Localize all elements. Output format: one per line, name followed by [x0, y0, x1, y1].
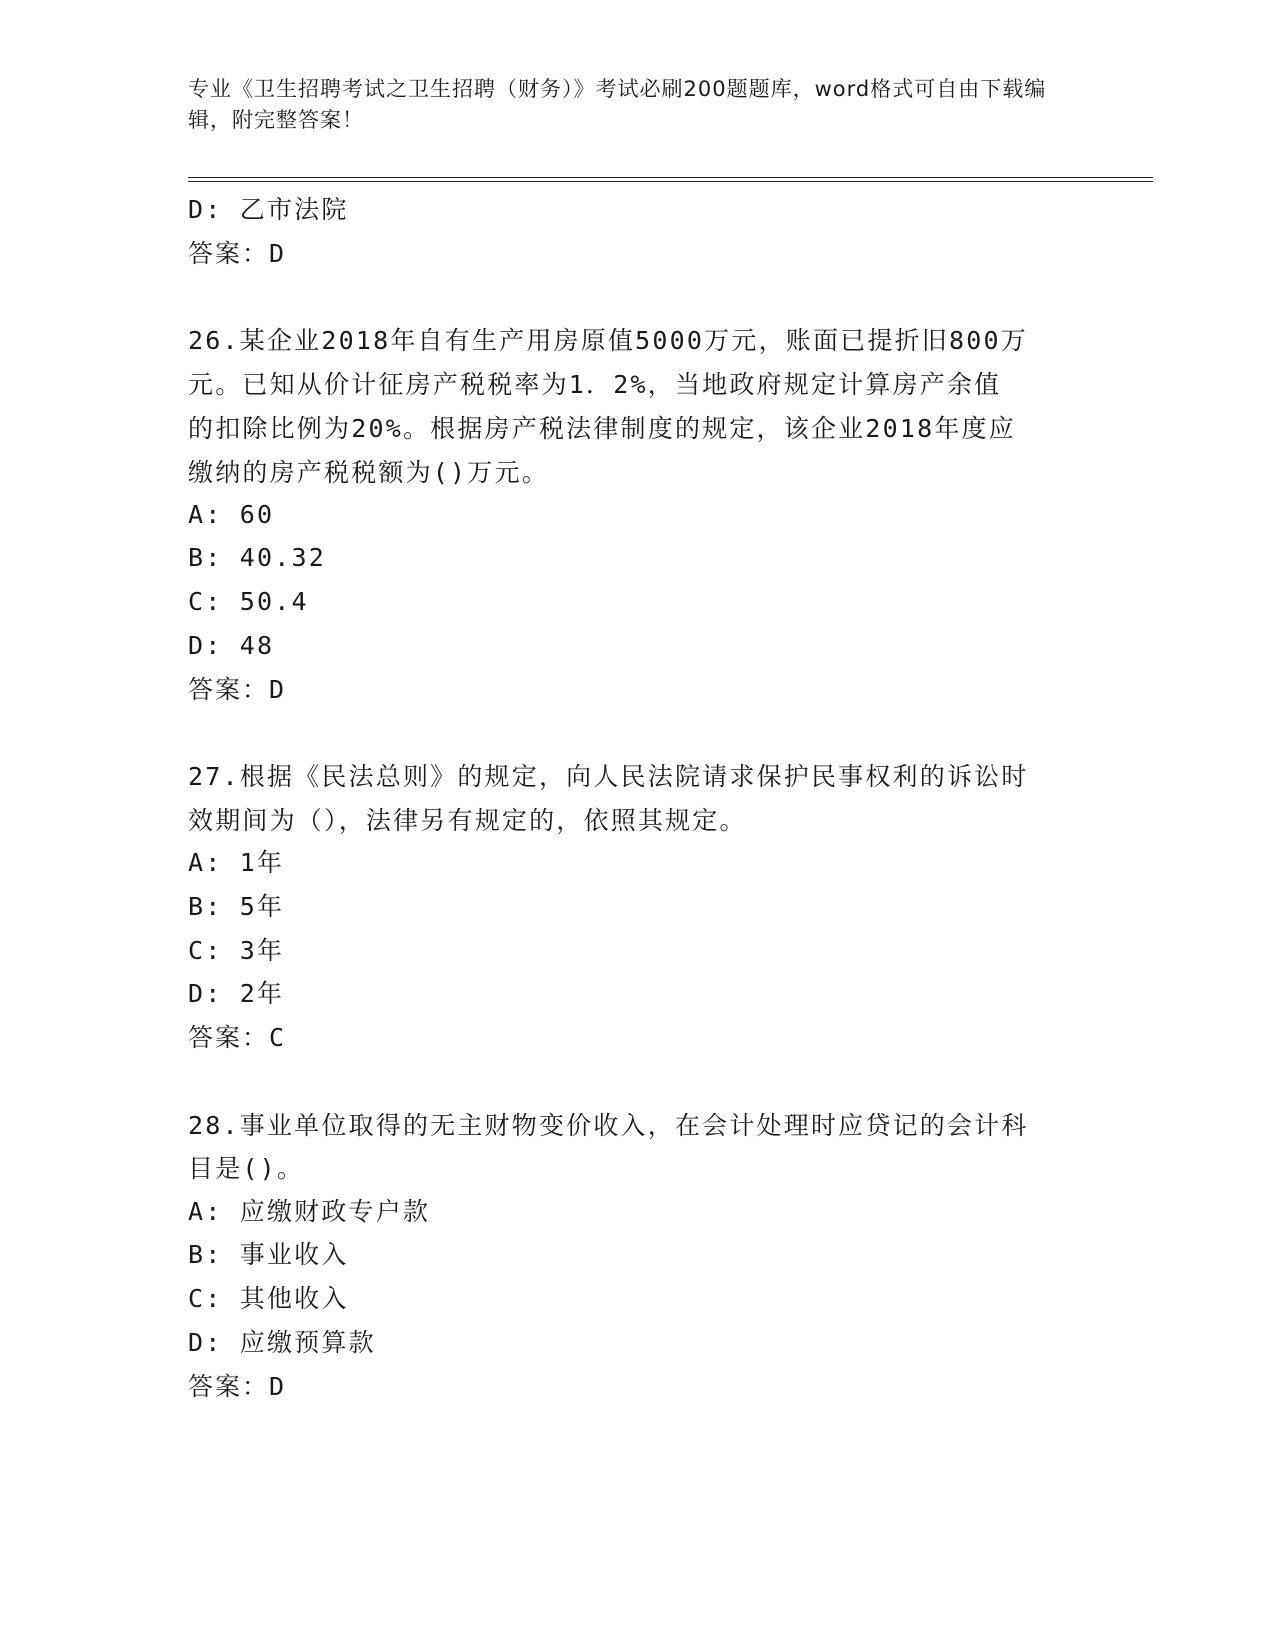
q28-stem-line-1: 28.事业单位取得的无主财物变价收入，在会计处理时应贷记的会计科 [188, 1111, 1029, 1140]
q28-option-a: A: 应缴财政专户款 [188, 1197, 431, 1226]
answer-value: D [269, 239, 287, 268]
prev-option-d: D: 乙市法院 [188, 195, 349, 224]
answer-value: D [269, 1372, 287, 1401]
q26-stem-line-4: 缴纳的房产税税额为()万元。 [188, 458, 549, 487]
q27-option-c: C: 3年 [188, 936, 285, 965]
q26-stem-line-1: 26.某企业2018年自有生产用房原值5000万元，账面已提折旧800万 [188, 326, 1028, 355]
answer-value: D [269, 675, 287, 704]
q26-stem-line-2: 元。已知从价计征房产税税率为1．2%，当地政府规定计算房产余值 [188, 370, 1002, 399]
q27-stem-line-2: 效期间为（），法律另有规定的，依照其规定。 [188, 806, 747, 835]
q27-option-b: B: 5年 [188, 892, 285, 921]
q28-option-b: B: 事业收入 [188, 1240, 349, 1269]
header-rule-bottom [188, 181, 1153, 182]
q26-option-c: C: 50.4 [188, 587, 309, 616]
q27-option-d: D: 2年 [188, 979, 285, 1008]
q28-answer [188, 1372, 286, 1402]
q27-stem-line-1: 27.根据《民法总则》的规定，向人民法院请求保护民事权利的诉讼时 [188, 762, 1029, 791]
header-rule-top [188, 177, 1153, 178]
q26-answer [188, 675, 286, 705]
answer-value: C [269, 1023, 287, 1052]
q28-option-d: D: 应缴预算款 [188, 1328, 376, 1357]
q28-stem-line-2: 目是()。 [188, 1154, 305, 1183]
answer-label: 答案： [188, 675, 270, 704]
q26-option-a: A: 60 [188, 500, 275, 529]
answer-label: 答案： [188, 1023, 270, 1052]
q27-answer [188, 1023, 286, 1053]
q28-option-c: C: 其他收入 [188, 1284, 349, 1313]
answer-label: 答案： [188, 1372, 270, 1401]
q26-stem-line-3: 的扣除比例为20%。根据房产税法律制度的规定，该企业2018年度应 [188, 414, 1016, 443]
answer-label: 答案： [188, 239, 270, 268]
prev-answer [188, 239, 286, 269]
q26-option-b: B: 40.32 [188, 543, 327, 572]
q26-option-d: D: 48 [188, 631, 275, 660]
q27-option-a: A: 1年 [188, 848, 285, 877]
document-header: 专业《卫生招聘考试之卫生招聘（财务）》考试必刷200题题库，word格式可自由下载编辑，附完整答案！ [188, 77, 1047, 132]
